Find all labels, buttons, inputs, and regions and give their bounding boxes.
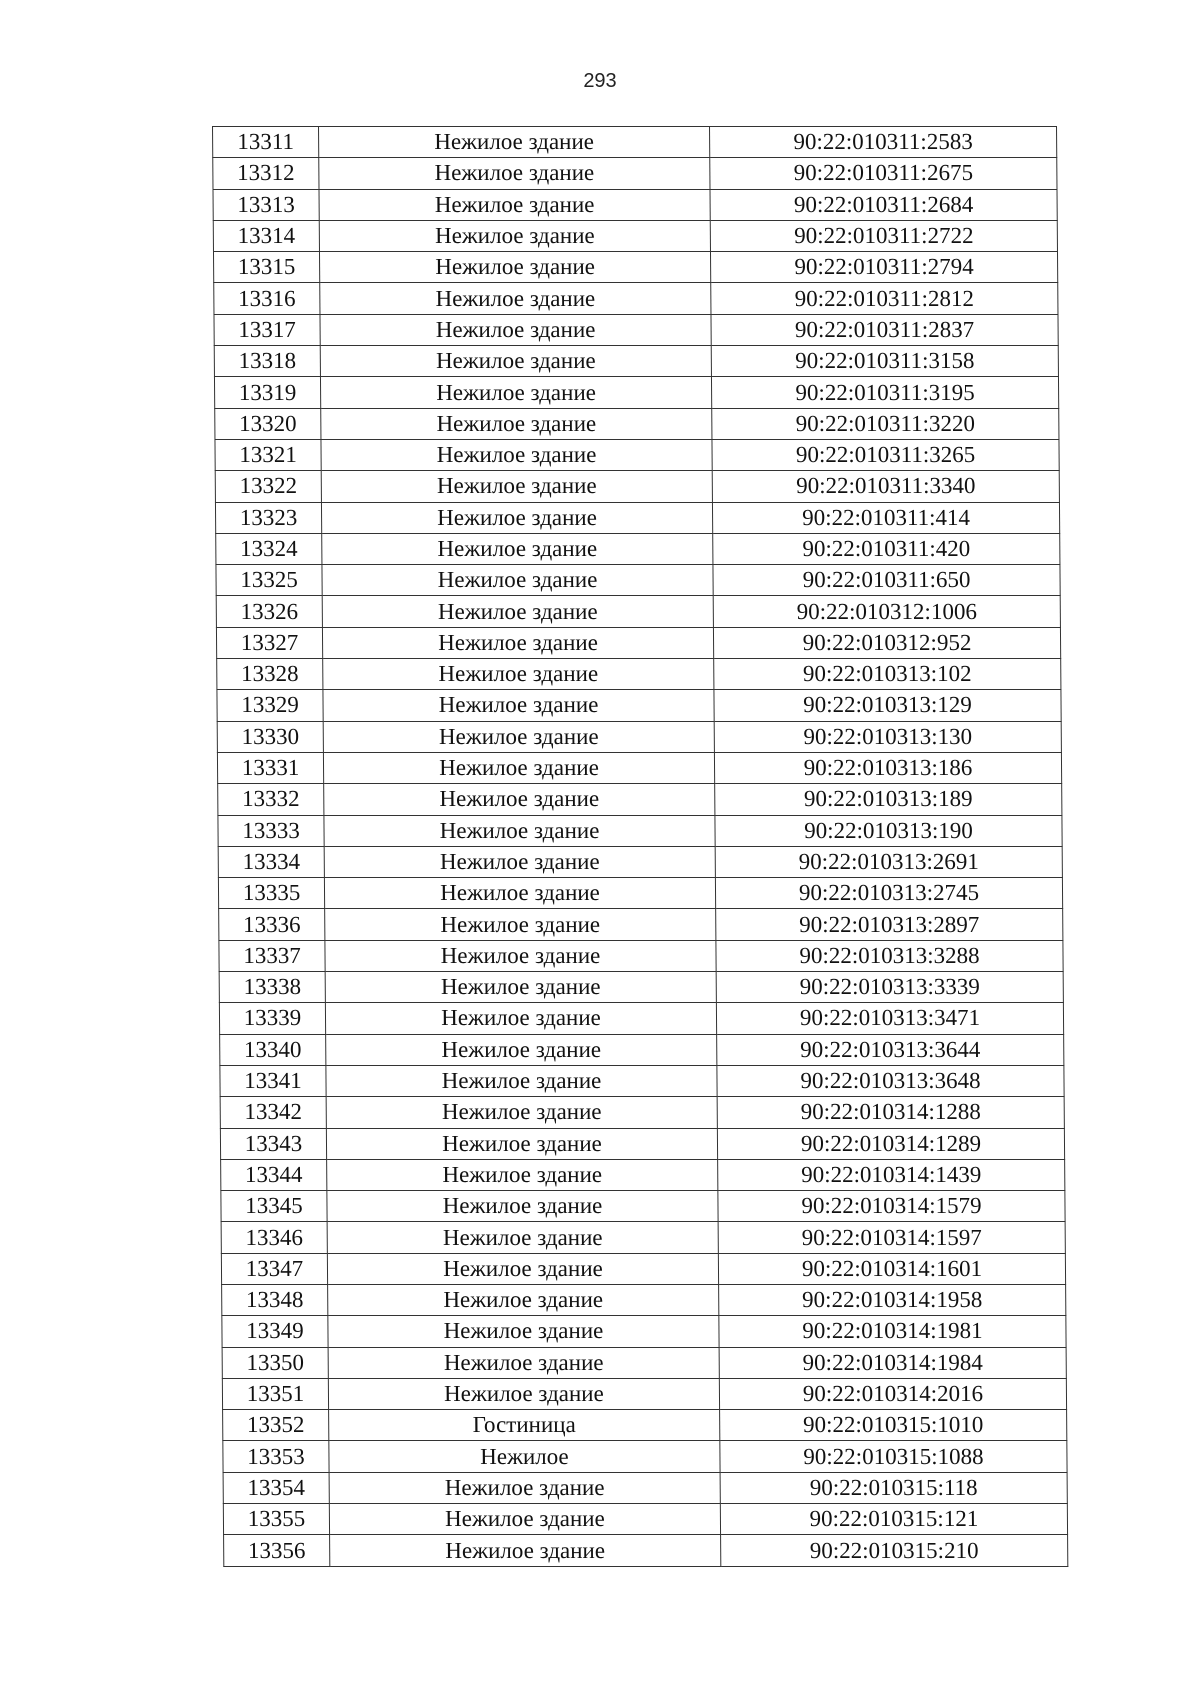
cadastral-number-cell: 90:22:010311:3195 bbox=[711, 377, 1058, 408]
cadastral-number-cell: 90:22:010311:3265 bbox=[712, 439, 1059, 470]
row-number-cell: 13351 bbox=[222, 1378, 328, 1409]
row-number-cell: 13343 bbox=[220, 1128, 326, 1159]
cadastral-number-cell: 90:22:010313:3471 bbox=[716, 1003, 1063, 1034]
row-number-cell: 13349 bbox=[222, 1316, 328, 1347]
object-name-cell: Нежилое здание bbox=[324, 784, 715, 815]
table-row bbox=[213, 220, 1057, 251]
table-row bbox=[216, 596, 1060, 627]
object-name-cell: Нежилое здание bbox=[323, 721, 714, 752]
table-row bbox=[222, 1378, 1066, 1409]
table-row bbox=[214, 346, 1058, 377]
table-row bbox=[220, 1034, 1064, 1065]
row-number-cell: 13331 bbox=[217, 752, 323, 783]
row-number-cell: 13339 bbox=[219, 1003, 325, 1034]
cadastral-number-cell: 90:22:010313:2897 bbox=[716, 909, 1063, 940]
registry-table bbox=[212, 126, 1068, 1567]
table-row bbox=[218, 784, 1062, 815]
row-number-cell: 13347 bbox=[221, 1253, 327, 1284]
table-row bbox=[213, 189, 1057, 220]
cadastral-number-cell: 90:22:010313:3339 bbox=[716, 972, 1063, 1003]
table-row bbox=[219, 1003, 1063, 1034]
table-row bbox=[224, 1535, 1068, 1566]
object-name-cell: Нежилое здание bbox=[320, 346, 711, 377]
object-name-cell: Нежилое здание bbox=[319, 189, 710, 220]
row-number-cell: 13330 bbox=[217, 721, 323, 752]
cadastral-number-cell: 90:22:010315:121 bbox=[720, 1504, 1067, 1535]
row-number-cell: 13322 bbox=[215, 471, 321, 502]
cadastral-number-cell: 90:22:010311:414 bbox=[712, 502, 1059, 533]
object-name-cell: Нежилое здание bbox=[326, 1034, 717, 1065]
object-name-cell: Нежилое здание bbox=[327, 1253, 718, 1284]
row-number-cell: 13317 bbox=[214, 314, 320, 345]
cadastral-number-cell: 90:22:010313:186 bbox=[714, 752, 1061, 783]
row-number-cell: 13334 bbox=[218, 846, 324, 877]
row-number-cell: 13345 bbox=[221, 1191, 327, 1222]
table-row bbox=[220, 1097, 1064, 1128]
cadastral-number-cell: 90:22:010312:952 bbox=[713, 627, 1060, 658]
cadastral-number-cell: 90:22:010314:1439 bbox=[718, 1159, 1065, 1190]
object-name-cell: Нежилое здание bbox=[324, 815, 715, 846]
table-row bbox=[218, 846, 1062, 877]
page-number: 293 bbox=[583, 70, 617, 92]
row-number-cell: 13327 bbox=[216, 627, 322, 658]
table-row bbox=[216, 627, 1060, 658]
cadastral-number-cell: 90:22:010314:1981 bbox=[719, 1316, 1066, 1347]
table-row bbox=[213, 158, 1057, 189]
table-row bbox=[223, 1504, 1067, 1535]
row-number-cell: 13314 bbox=[213, 220, 319, 251]
table-row bbox=[218, 878, 1062, 909]
table-row bbox=[217, 659, 1061, 690]
object-name-cell: Нежилое здание bbox=[327, 1159, 718, 1190]
cadastral-number-cell: 90:22:010311:2794 bbox=[710, 252, 1057, 283]
object-name-cell: Нежилое здание bbox=[328, 1378, 719, 1409]
row-number-cell: 13326 bbox=[216, 596, 322, 627]
row-number-cell: 13321 bbox=[215, 439, 321, 470]
table-row bbox=[221, 1191, 1065, 1222]
table-row bbox=[214, 377, 1058, 408]
object-name-cell: Нежилое здание bbox=[324, 846, 715, 877]
cadastral-number-cell: 90:22:010314:1958 bbox=[719, 1284, 1066, 1315]
cadastral-number-cell: 90:22:010314:1288 bbox=[717, 1097, 1064, 1128]
cadastral-number-cell: 90:22:010314:2016 bbox=[719, 1378, 1066, 1409]
table-row bbox=[223, 1410, 1067, 1441]
row-number-cell: 13344 bbox=[221, 1159, 327, 1190]
table-row bbox=[220, 1065, 1064, 1096]
cadastral-number-cell: 90:22:010311:2675 bbox=[710, 158, 1057, 189]
object-name-cell: Нежилое здание bbox=[326, 1097, 717, 1128]
row-number-cell: 13329 bbox=[217, 690, 323, 721]
table-row bbox=[217, 721, 1061, 752]
table-row bbox=[222, 1316, 1066, 1347]
table-row bbox=[215, 408, 1059, 439]
cadastral-number-cell: 90:22:010313:102 bbox=[714, 659, 1061, 690]
row-number-cell: 13338 bbox=[219, 972, 325, 1003]
row-number-cell: 13318 bbox=[214, 346, 320, 377]
cadastral-number-cell: 90:22:010311:2722 bbox=[710, 220, 1057, 251]
table-row bbox=[223, 1472, 1067, 1503]
table-row bbox=[215, 439, 1059, 470]
row-number-cell: 13311 bbox=[213, 127, 319, 158]
table-row bbox=[215, 471, 1059, 502]
table-row bbox=[217, 690, 1061, 721]
table-row bbox=[221, 1222, 1065, 1253]
object-name-cell: Нежилое здание bbox=[329, 1504, 720, 1535]
cadastral-number-cell: 90:22:010311:3158 bbox=[711, 346, 1058, 377]
cadastral-number-cell: 90:22:010313:3644 bbox=[717, 1034, 1064, 1065]
object-name-cell: Нежилое здание bbox=[329, 1472, 720, 1503]
object-name-cell: Нежилое здание bbox=[328, 1316, 719, 1347]
object-name-cell: Нежилое здание bbox=[322, 627, 713, 658]
object-name-cell: Нежилое здание bbox=[321, 408, 712, 439]
cadastral-number-cell: 90:22:010311:3340 bbox=[712, 471, 1059, 502]
object-name-cell: Нежилое здание bbox=[327, 1191, 718, 1222]
table-row bbox=[213, 252, 1057, 283]
row-number-cell: 13328 bbox=[217, 659, 323, 690]
object-name-cell: Нежилое здание bbox=[319, 252, 710, 283]
row-number-cell: 13350 bbox=[222, 1347, 328, 1378]
cadastral-number-cell: 90:22:010311:420 bbox=[713, 533, 1060, 564]
cadastral-number-cell: 90:22:010313:130 bbox=[714, 721, 1061, 752]
object-name-cell: Нежилое здание bbox=[321, 502, 712, 533]
object-name-cell: Нежилое здание bbox=[323, 690, 714, 721]
object-name-cell: Нежилое здание bbox=[326, 1128, 717, 1159]
table-row bbox=[214, 283, 1058, 314]
table-row bbox=[219, 909, 1063, 940]
row-number-cell: 13313 bbox=[213, 189, 319, 220]
row-number-cell: 13312 bbox=[213, 158, 319, 189]
table-row bbox=[220, 1128, 1064, 1159]
cadastral-number-cell: 90:22:010311:2583 bbox=[710, 127, 1057, 158]
row-number-cell: 13336 bbox=[219, 909, 325, 940]
object-name-cell: Нежилое здание bbox=[323, 752, 714, 783]
cadastral-number-cell: 90:22:010311:2812 bbox=[711, 283, 1058, 314]
cadastral-number-cell: 90:22:010314:1289 bbox=[717, 1128, 1064, 1159]
object-name-cell: Нежилое bbox=[329, 1441, 720, 1472]
object-name-cell: Нежилое здание bbox=[324, 878, 715, 909]
table-row bbox=[214, 314, 1058, 345]
row-number-cell: 13323 bbox=[215, 502, 321, 533]
cadastral-number-cell: 90:22:010313:3288 bbox=[716, 940, 1063, 971]
object-name-cell: Нежилое здание bbox=[325, 909, 716, 940]
object-name-cell: Нежилое здание bbox=[325, 940, 716, 971]
table-row bbox=[219, 940, 1063, 971]
object-name-cell: Нежилое здание bbox=[325, 1003, 716, 1034]
row-number-cell: 13352 bbox=[223, 1410, 329, 1441]
object-name-cell: Нежилое здание bbox=[322, 596, 713, 627]
row-number-cell: 13356 bbox=[224, 1535, 330, 1566]
row-number-cell: 13340 bbox=[220, 1034, 326, 1065]
object-name-cell: Нежилое здание bbox=[320, 314, 711, 345]
row-number-cell: 13348 bbox=[222, 1284, 328, 1315]
table-row bbox=[216, 533, 1060, 564]
table-row bbox=[222, 1347, 1066, 1378]
row-number-cell: 13355 bbox=[223, 1504, 329, 1535]
cadastral-number-cell: 90:22:010315:1088 bbox=[720, 1441, 1067, 1472]
table-row bbox=[217, 752, 1061, 783]
object-name-cell: Нежилое здание bbox=[323, 659, 714, 690]
row-number-cell: 13325 bbox=[216, 565, 322, 596]
cadastral-number-cell: 90:22:010313:2745 bbox=[715, 878, 1062, 909]
object-name-cell: Нежилое здание bbox=[325, 972, 716, 1003]
object-name-cell: Нежилое здание bbox=[320, 283, 711, 314]
row-number-cell: 13333 bbox=[218, 815, 324, 846]
cadastral-number-cell: 90:22:010313:190 bbox=[715, 815, 1062, 846]
table-row bbox=[223, 1441, 1067, 1472]
cadastral-number-cell: 90:22:010314:1601 bbox=[718, 1253, 1065, 1284]
row-number-cell: 13319 bbox=[214, 377, 320, 408]
registry-table-container bbox=[212, 126, 1067, 1567]
object-name-cell: Нежилое здание bbox=[322, 565, 713, 596]
cadastral-number-cell: 90:22:010312:1006 bbox=[713, 596, 1060, 627]
cadastral-number-cell: 90:22:010311:2837 bbox=[711, 314, 1058, 345]
table-row bbox=[215, 502, 1059, 533]
table-row bbox=[219, 972, 1063, 1003]
table-row bbox=[216, 565, 1060, 596]
cadastral-number-cell: 90:22:010313:129 bbox=[714, 690, 1061, 721]
row-number-cell: 13342 bbox=[220, 1097, 326, 1128]
row-number-cell: 13335 bbox=[218, 878, 324, 909]
cadastral-number-cell: 90:22:010311:2684 bbox=[710, 189, 1057, 220]
row-number-cell: 13346 bbox=[221, 1222, 327, 1253]
row-number-cell: 13316 bbox=[214, 283, 320, 314]
row-number-cell: 13337 bbox=[219, 940, 325, 971]
cadastral-number-cell: 90:22:010311:650 bbox=[713, 565, 1060, 596]
row-number-cell: 13315 bbox=[213, 252, 319, 283]
table-row bbox=[221, 1253, 1065, 1284]
cadastral-number-cell: 90:22:010314:1579 bbox=[718, 1191, 1065, 1222]
object-name-cell: Нежилое здание bbox=[321, 439, 712, 470]
registry-table-body bbox=[213, 127, 1068, 1567]
object-name-cell: Нежилое здание bbox=[328, 1347, 719, 1378]
row-number-cell: 13324 bbox=[216, 533, 322, 564]
object-name-cell: Нежилое здание bbox=[321, 471, 712, 502]
cadastral-number-cell: 90:22:010311:3220 bbox=[712, 408, 1059, 439]
row-number-cell: 13341 bbox=[220, 1065, 326, 1096]
table-row bbox=[221, 1159, 1065, 1190]
table-row bbox=[222, 1284, 1066, 1315]
cadastral-number-cell: 90:22:010313:3648 bbox=[717, 1065, 1064, 1096]
object-name-cell: Нежилое здание bbox=[326, 1065, 717, 1096]
object-name-cell: Нежилое здание bbox=[320, 377, 711, 408]
cadastral-number-cell: 90:22:010315:1010 bbox=[720, 1410, 1067, 1441]
object-name-cell: Нежилое здание bbox=[330, 1535, 721, 1566]
row-number-cell: 13353 bbox=[223, 1441, 329, 1472]
table-row bbox=[213, 127, 1057, 158]
object-name-cell: Гостиница bbox=[329, 1410, 720, 1441]
object-name-cell: Нежилое здание bbox=[327, 1222, 718, 1253]
row-number-cell: 13332 bbox=[218, 784, 324, 815]
cadastral-number-cell: 90:22:010315:118 bbox=[720, 1472, 1067, 1503]
cadastral-number-cell: 90:22:010314:1984 bbox=[719, 1347, 1066, 1378]
cadastral-number-cell: 90:22:010313:2691 bbox=[715, 846, 1062, 877]
object-name-cell: Нежилое здание bbox=[319, 220, 710, 251]
cadastral-number-cell: 90:22:010315:210 bbox=[721, 1535, 1068, 1566]
object-name-cell: Нежилое здание bbox=[328, 1284, 719, 1315]
row-number-cell: 13354 bbox=[223, 1472, 329, 1503]
cadastral-number-cell: 90:22:010313:189 bbox=[715, 784, 1062, 815]
cadastral-number-cell: 90:22:010314:1597 bbox=[718, 1222, 1065, 1253]
object-name-cell: Нежилое здание bbox=[322, 533, 713, 564]
object-name-cell: Нежилое здание bbox=[319, 127, 710, 158]
row-number-cell: 13320 bbox=[215, 408, 321, 439]
table-row bbox=[218, 815, 1062, 846]
object-name-cell: Нежилое здание bbox=[319, 158, 710, 189]
